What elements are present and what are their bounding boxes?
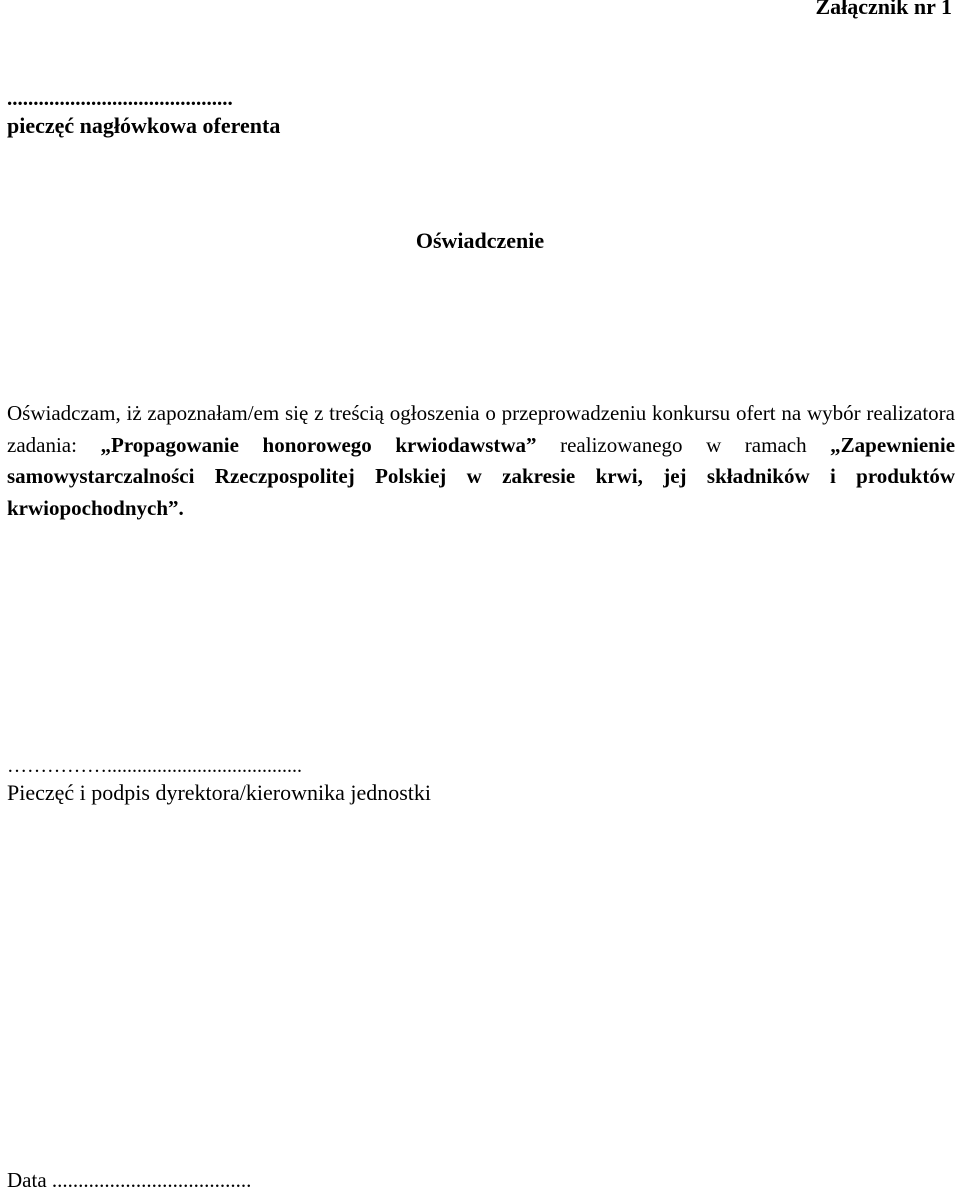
statement-paragraph	[7, 398, 955, 524]
program-name: „Zapewnienie samowystarczalności Rzeczpospolitej Polskiej w zakresie krwi, jej składników i produktów krwiopochodnych”.	[7, 432, 956, 520]
stamp-dots-line: ...........................................	[7, 86, 233, 110]
stamp-label: pieczęć nagłówkowa oferenta	[7, 113, 281, 138]
signature-label: Pieczęć i podpis dyrektora/kierownika jednostki	[7, 780, 431, 805]
date-field: Data ......................................	[7, 1168, 252, 1192]
document-title: Oświadczenie	[415, 228, 545, 253]
task-name: „Propagowanie honorowego krwiodawstwa”	[100, 432, 537, 457]
statement-middle: realizowanego w ramach	[536, 432, 831, 457]
statement-intro: Oświadczam, iż zapoznałam/em się z treścią ogłoszenia o przeprowadzeniu konkursu ofert na wybór realizatora zadania:	[7, 401, 955, 457]
annex-label: Załącznik nr 1	[815, 0, 952, 19]
signature-dots-line: …………….......................................	[7, 755, 302, 777]
